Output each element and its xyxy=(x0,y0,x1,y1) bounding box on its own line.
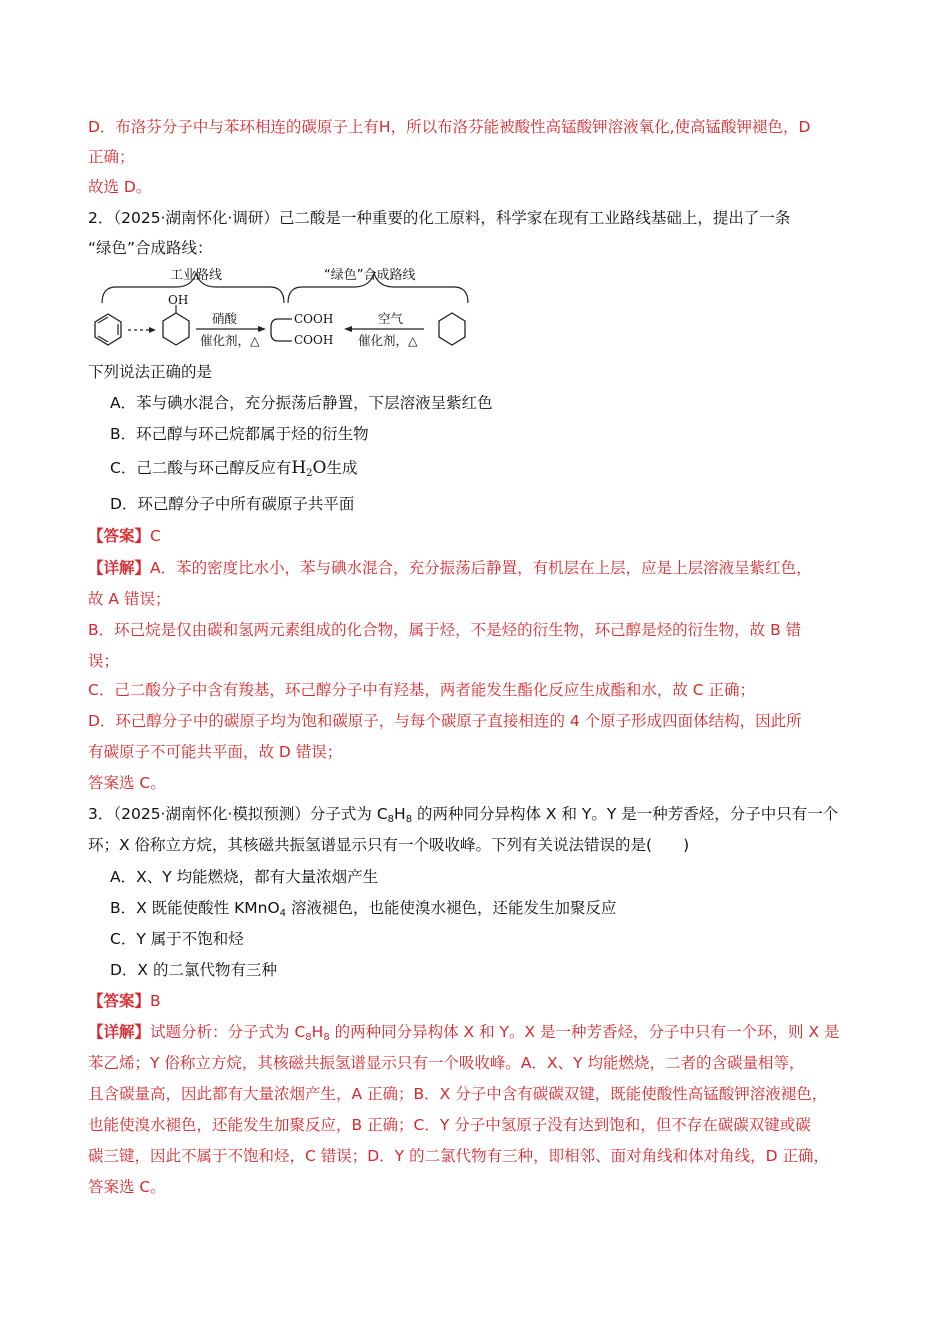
q3-answer xyxy=(88,990,161,1012)
q2-detail-line1: 【详解】A．苯的密度比水小，苯与碘水混合，充分振荡后静置，有机层在上层，应是上层溶液呈紫红色， xyxy=(88,559,812,577)
q3-detail-line4: 也能使溴水褪色，还能发生加聚反应，B 正确；C．Y 分子中氢原子没有达到饱和，但不存在碳碳双键或碳 xyxy=(88,1116,811,1134)
q3-detail-line5: 碳三键，因此不属于不饱和烃，C 错误；D．Y 的二氯代物有三种，即相邻、面对角线和体对角线，D 正确， xyxy=(88,1147,829,1165)
q3-detail-line3: 且含碳量高，因此都有大量浓烟产生，A 正确；B．X 分子中含有碳碳双键，既能使酸性高锰酸钾溶液褪色， xyxy=(88,1085,828,1103)
q3-option-c: C．Y 属于不饱和烃 xyxy=(110,930,244,948)
q2-detail-line8: 答案选 C。 xyxy=(88,774,166,792)
industrial-route-label: 工业路线 xyxy=(170,268,223,283)
reagent-air: 空气 xyxy=(378,311,404,326)
q2-option-c xyxy=(110,457,357,485)
reagent-catalyst-right: 催化剂，△ xyxy=(358,333,418,348)
q2-detail-line5: C．己二酸分子中含有羧基，环己醇分子中有羟基，两者能发生酯化反应生成酯和水，故 C 正确； xyxy=(88,681,756,699)
cyclohexanol-structure xyxy=(163,293,189,345)
water-h: H xyxy=(291,458,307,478)
q3-stem-line1: 3．（2025·湖南怀化·模拟预测）分子式为 $C_8H_8$ 的两种同分异构体 X 和 Y。Y 是一种芳香烃，分子中只有一个 xyxy=(88,805,839,825)
adipic-acid-structure xyxy=(271,312,333,347)
q2-detail-line4: 误； xyxy=(88,652,120,670)
q2-detail-line2: 故 A 错误； xyxy=(88,590,171,608)
cyclohexane-structure xyxy=(439,313,465,345)
cooh-top-label: COOH xyxy=(294,312,334,326)
q3-detail-line6: 答案选 C。 xyxy=(88,1178,166,1196)
q2-option-b: B．环己醇与环己烷都属于烃的衍生物 xyxy=(110,425,369,443)
q2-stem-line2: “绿色”合成路线： xyxy=(88,239,213,257)
q3-option-b: B．X 既能使酸性 KMnO$_4$ 溶液褪色，也能使溴水褪色，还能发生加聚反应 xyxy=(110,899,617,919)
q2-detail-line3: B．环己烷是仅由碳和氢两元素组成的化合物，属于烃，不是烃的衍生物，环己醇是烃的衍生物，故 B 错 xyxy=(88,621,802,639)
hydroxyl-label: OH xyxy=(168,293,189,307)
answer-value: B xyxy=(150,992,161,1010)
q3-stem-line2: 环；X 俗称立方烷，其核磁共振氢谱显示只有一个吸收峰。下列有关说法错误的是( ) xyxy=(88,836,690,854)
detail-tag: 【详解】 xyxy=(88,559,151,577)
water-o: O xyxy=(312,458,327,478)
benzene-structure xyxy=(95,314,121,345)
q3-detail-line2: 苯乙烯；Y 俗称立方烷，其核磁共振氢谱显示只有一个吸收峰。A．X、Y 均能燃烧，二者的含碳量相等， xyxy=(88,1054,805,1072)
q2-prompt: 下列说法正确的是 xyxy=(88,363,213,381)
q2-option-c-suffix: 生成 xyxy=(326,459,358,477)
green-route-label: “绿色”合成路线 xyxy=(324,268,416,283)
water-subscript: 2 xyxy=(306,468,313,479)
q3-detail-line1: 【详解】试题分析：分子式为 $C_8H_8$ 的两种同分异构体 X 和 Y。X 是一种芳香烃，分子中只有一个环，则 X 是 xyxy=(88,1023,840,1043)
q1-conclusion: 故选 D。 xyxy=(88,178,152,196)
q2-detail-line6: D．环己醇分子中的碳原子均为饱和碳原子，与每个碳原子直接相连的 4 个原子形成四面体结构，因此所 xyxy=(88,712,802,730)
answer-tag: 【答案】 xyxy=(88,527,151,545)
q2-detail-line7: 有碳原子不可能共平面，故 D 错误； xyxy=(88,743,343,761)
answer-tag: 【答案】 xyxy=(88,992,151,1010)
q2-option-a: A．苯与碘水混合，充分振荡后静置，下层溶液呈紫红色 xyxy=(110,394,493,412)
q1-option-d-line2: 正确； xyxy=(88,148,135,166)
reagent-catalyst-left: 催化剂，△ xyxy=(200,333,260,348)
q1-option-d-line1: D．布洛芬分子中与苯环相连的碳原子上有H，所以布洛芬能被酸性高锰酸钾溶液氧化,使高锰酸钾褪色，D xyxy=(88,118,811,136)
q2-stem-line1: 2．（2025·湖南怀化·调研）己二酸是一种重要的化工原料，科学家在现有工业路线基础上，提出了一条 xyxy=(88,209,791,227)
cooh-bottom-label: COOH xyxy=(294,333,334,347)
q3-option-d: D．X 的二氯代物有三种 xyxy=(110,961,277,979)
q2-option-c-prefix: C．己二酸与环己醇反应有 xyxy=(110,459,292,477)
answer-value: C xyxy=(150,527,161,545)
q2-answer xyxy=(88,525,161,547)
synthesis-route-diagram xyxy=(88,265,478,357)
q3-option-a: A．X、Y 均能燃烧，都有大量浓烟产生 xyxy=(110,868,379,886)
detail-tag: 【详解】 xyxy=(88,1023,151,1041)
reagent-nitric-acid: 硝酸 xyxy=(212,311,238,326)
q2-option-d: D．环己醇分子中所有碳原子共平面 xyxy=(110,495,355,513)
